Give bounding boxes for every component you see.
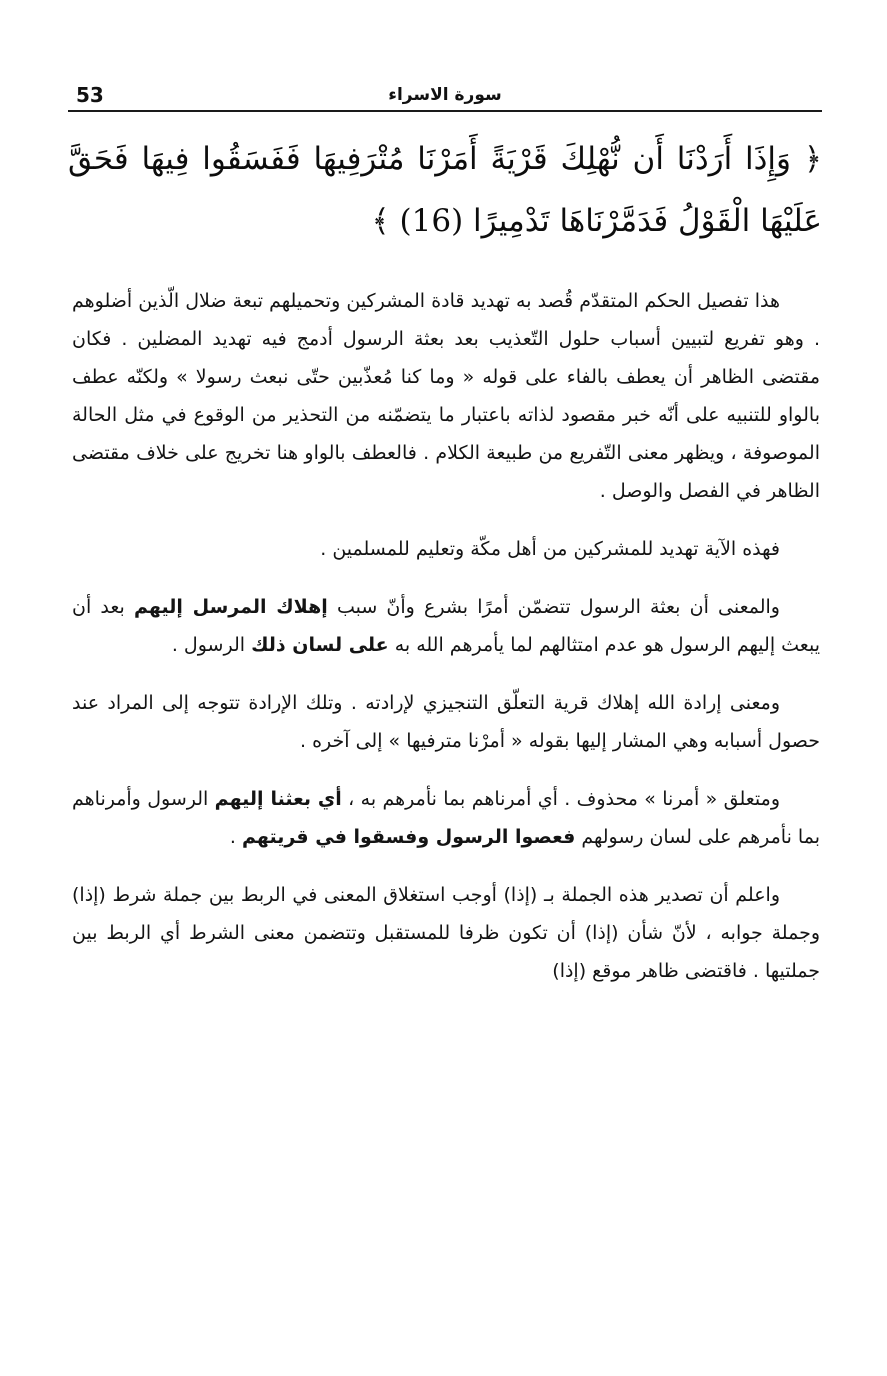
paragraph-3-text: والمعنى أن بعثة الرسول تتضمّن أمرًا بشرع وأنّ سبب (327, 596, 780, 618)
paragraph-3-bold-phrase: إهلاك المرسل إليهم (134, 596, 328, 618)
paragraph-5-text: ومتعلق « أمرنا » محذوف . أي أمرناهم بما نأمرهم به ، (341, 788, 781, 810)
paragraph-6: واعلم أن تصدير هذه الجملة بـ (إذا) أوجب استغلاق المعنى في الربط بين جملة شرط (إذا) وجملة جوابه ، لأنّ شأن (إذا) أن تكون ظرفا للمستقبل وتتضمن معنى الشرط أي الربط بين جملتيها . فاقتضى ظاهر موقع (إذا) (72, 884, 820, 982)
paragraph-3-text: الرسول . (171, 634, 252, 656)
paragraph-3-text: بعد أن يبعث إليهم الرسول هو عدم امتثالهم لما يأمرهم الله به (72, 596, 820, 656)
quran-verse: ﴿ وَإِذَا أَرَدْنَا أَن نُّهْلِكَ قَرْيَةً أَمَرْنَا مُتْرَفِيهَا فَفَسَقُوا فِيهَا فَحَقَّ عَلَيْهَا الْقَوْلُ فَدَمَّرْنَاهَا تَدْمِيرًا (16) ﴾ (68, 141, 822, 239)
tafsir-body (72, 282, 820, 1010)
paragraph-3 (72, 588, 820, 664)
paragraph-5-text: . (229, 826, 243, 848)
page-header (68, 82, 822, 112)
paragraph-5 (72, 780, 820, 856)
paragraph-5-bold-phrase: فعصوا الرسول وفسقوا في قريتهم (242, 826, 576, 848)
paragraph-5-text: الرسول وأمرناهم بما نأمرهم على لسان رسولهم (72, 788, 820, 848)
surah-title: سورة الاسراء (388, 85, 502, 105)
page-number: 53 (76, 83, 104, 107)
paragraph-3-bold-phrase: على لسان ذلك (251, 634, 389, 656)
paragraph-2: فهذه الآية تهديد للمشركين من أهل مكّة وتعليم للمسلمين . (320, 538, 780, 560)
paragraph-4: ومعنى إرادة الله إهلاك قرية التعلّق التنجيزي لإرادته . وتلك الإرادة تتوجه إلى المراد عند حصول أسبابه وهي المشار إليها بقوله « أمرْنا مترفيها » إلى آخره . (72, 692, 820, 752)
paragraph-5-bold-phrase: أي بعثنا إليهم (214, 788, 342, 810)
paragraph-1: هذا تفصيل الحكم المتقدّم قُصد به تهديد قادة المشركين وتحميلهم تبعة ضلال الّذين أضلوهم . وهو تفريع لتبيين أسباب حلول التّعذيب بعد بعثة الرسول أدمج فيه تهديد المضلين . فكان مقتضى الظاهر أن يعطف بالفاء على قوله « وما كنا مُعذّبين حتّى نبعث رسولا » ولكنّه عطف بالواو للتنبيه على أنّه خبر مقصود لذاته باعتبار ما يتضمّنه من التحذير من الوقوع في مثل الحالة الموصوفة ، ويظهر معنى التّفريع من طبيعة الكلام . فالعطف بالواو هنا تخريج على خلاف مقتضى الظاهر في الفصل والوصل . (72, 290, 820, 502)
